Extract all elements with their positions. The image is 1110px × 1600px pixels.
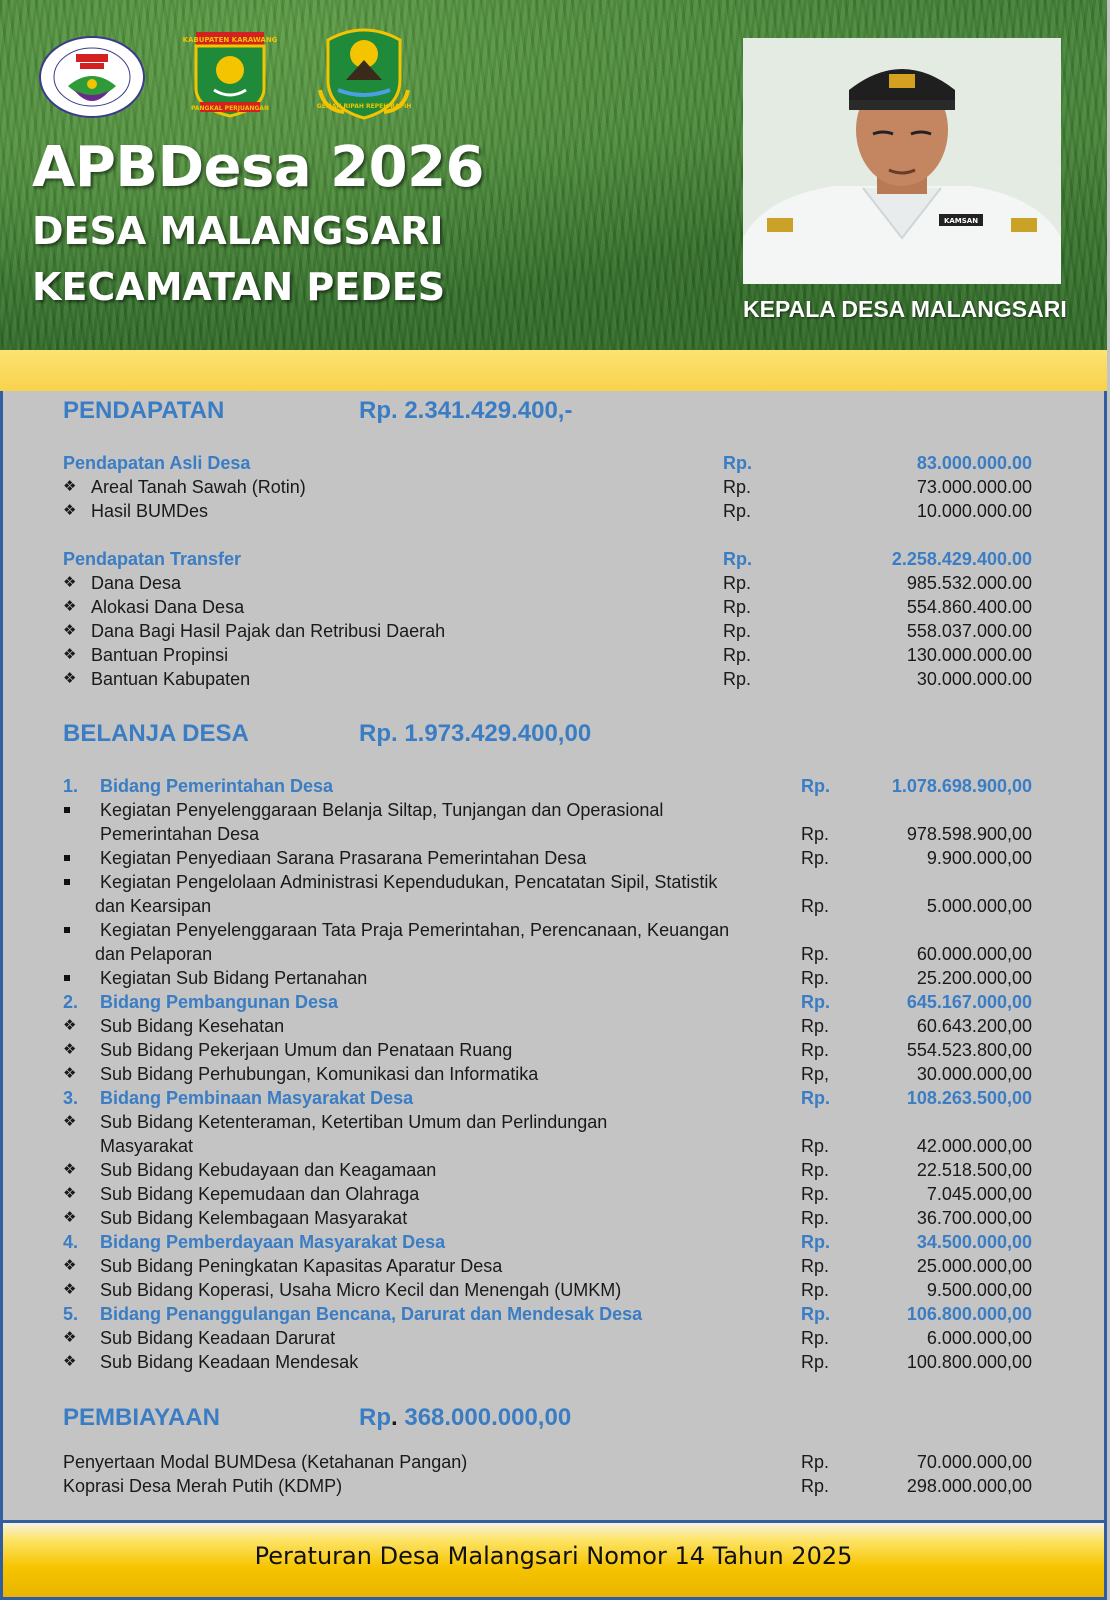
subbidang-amount: 7.045.000,00 <box>926 1184 1032 1204</box>
subbidang-row <box>3 1277 1110 1303</box>
income-row <box>3 474 1110 500</box>
subbidang-label: Sub Bidang Koperasi, Usaha Micro Kecil dan Menengah (UMKM) <box>100 1280 622 1300</box>
subbidang-label: Sub Bidang Perhubungan, Komunikasi dan Informatika <box>100 1064 539 1084</box>
currency-label: Rp. <box>801 1352 830 1372</box>
village-head-photo <box>743 38 1061 284</box>
diamond-bullet-icon: ❖ <box>63 646 77 663</box>
subbidang-row <box>3 1349 1110 1375</box>
logo-2-motto: PANGKAL PERJUANGAN <box>191 105 269 112</box>
subbidang-amount: 22.518.500,00 <box>916 1160 1032 1180</box>
subbidang-amount: 554.523.800,00 <box>906 1040 1032 1060</box>
diamond-bullet-icon: ❖ <box>63 478 77 495</box>
pembiayaan-total-prefix: Rp <box>359 1404 391 1431</box>
subbidang-row <box>3 1061 1110 1087</box>
income-amount: 554.860.400.00 <box>906 597 1032 617</box>
subbidang-row <box>3 1181 1110 1207</box>
pendapatan-heading: PENDAPATAN <box>63 397 225 424</box>
income-row <box>3 618 1110 644</box>
diamond-bullet-icon: ❖ <box>63 1209 77 1226</box>
diamond-bullet-icon: ❖ <box>63 670 77 687</box>
diamond-bullet-icon: ❖ <box>63 622 77 639</box>
activity-label: Kegiatan Sub Bidang Pertanahan <box>100 968 368 988</box>
currency-label: Rp. <box>723 477 752 497</box>
bidang-title: Bidang Penanggulangan Bencana, Darurat dan Mendesak Desa <box>100 1304 643 1324</box>
subbidang-label: Sub Bidang Keadaan Darurat <box>100 1328 336 1348</box>
belanja-heading: BELANJA DESA <box>63 720 249 747</box>
bidang-row <box>3 1301 1110 1327</box>
bidang-title: Bidang Pemberdayaan Masyarakat Desa <box>100 1232 446 1252</box>
diamond-bullet-icon: ❖ <box>63 1161 77 1178</box>
pembiayaan-heading: PEMBIAYAAN <box>63 1404 220 1431</box>
income-row <box>3 498 1110 524</box>
currency-label: Rp. <box>723 573 752 593</box>
subbidang-label-cont: Masyarakat <box>100 1136 194 1156</box>
belanja-total: Rp. 1.973.429.400,00 <box>359 720 592 747</box>
income-amount: 558.037.000.00 <box>906 621 1032 641</box>
name-tag: KAMSAN <box>943 217 979 225</box>
pembiayaan-total <box>359 1403 571 1433</box>
karawang-shield-logo <box>182 30 278 120</box>
pendapatan-total: Rp. 2.341.429.400,- <box>359 397 573 424</box>
financing-row <box>3 1473 1110 1499</box>
subbidang-row <box>3 1205 1110 1231</box>
currency-label: Rp. <box>801 1184 830 1204</box>
currency-label: Rp. <box>801 1328 830 1348</box>
subbidang-row <box>3 1013 1110 1039</box>
subbidang-label: Sub Bidang Peningkatan Kapasitas Aparatur Desa <box>100 1256 503 1276</box>
activity-label-cont: dan Pelaporan <box>95 944 213 964</box>
currency-label: Rp. <box>801 1040 830 1060</box>
bidang-amount: 34.500.000,00 <box>916 1232 1032 1252</box>
square-bullet-icon <box>64 975 70 981</box>
currency-label: Rp. <box>801 1304 830 1324</box>
subbidang-amount: 60.643.200,00 <box>916 1016 1032 1036</box>
subbidang-label: Sub Bidang Ketenteraman, Ketertiban Umum dan Perlindungan <box>100 1112 608 1132</box>
pembiayaan-total-dot: . <box>391 1404 398 1431</box>
currency-label: Rp. <box>801 944 830 964</box>
subbidang-amount: 100.800.000,00 <box>906 1352 1032 1372</box>
group-amount: 83.000.000.00 <box>916 453 1032 473</box>
diamond-bullet-icon: ❖ <box>63 574 77 591</box>
activity-amount: 5.000.000,00 <box>926 896 1032 916</box>
activity-amount: 60.000.000,00 <box>916 944 1032 964</box>
activity-label: Kegiatan Penyediaan Sarana Prasarana Pemerintahan Desa <box>100 848 587 868</box>
currency-label: Rp. <box>723 453 752 473</box>
currency-label: Rp. <box>723 645 752 665</box>
bidang-number: 1. <box>63 776 79 796</box>
currency-label: Rp. <box>723 549 752 569</box>
currency-label: Rp. <box>801 1280 830 1300</box>
activity-amount: 978.598.900,00 <box>906 824 1032 844</box>
income-label: Bantuan Kabupaten <box>91 669 251 689</box>
bidang-amount: 108.263.500,00 <box>906 1088 1032 1108</box>
subbidang-amount: 42.000.000,00 <box>916 1136 1032 1156</box>
group-row <box>3 450 1110 476</box>
bidang-number: 3. <box>63 1088 79 1108</box>
currency-label: Rp. <box>723 597 752 617</box>
currency-label: Rp. <box>801 1208 830 1228</box>
diamond-bullet-icon: ❖ <box>63 1329 77 1346</box>
subbidang-label: Sub Bidang Kebudayaan dan Keagamaan <box>100 1160 437 1180</box>
subbidang-label: Sub Bidang Kepemudaan dan Olahraga <box>100 1184 420 1204</box>
subbidang-row <box>3 1109 1110 1135</box>
group-title: Pendapatan Asli Desa <box>63 453 251 473</box>
bidang-title: Bidang Pembinaan Masyarakat Desa <box>100 1088 414 1108</box>
village-name: DESA MALANGSARI <box>32 209 444 253</box>
activity-row <box>3 797 1110 823</box>
subbidang-amount: 36.700.000,00 <box>916 1208 1032 1228</box>
income-amount: 985.532.000.00 <box>906 573 1032 593</box>
subbidang-row <box>3 1133 1110 1159</box>
income-row <box>3 642 1110 668</box>
currency-label: Rp. <box>801 1160 830 1180</box>
income-label: Dana Bagi Hasil Pajak dan Retribusi Daerah <box>91 621 446 641</box>
income-label: Dana Desa <box>91 573 182 593</box>
income-label: Bantuan Propinsi <box>91 645 229 665</box>
group-amount: 2.258.429.400.00 <box>891 549 1032 569</box>
income-label: Hasil BUMDes <box>91 501 209 521</box>
income-label: Areal Tanah Sawah (Rotin) <box>91 477 306 497</box>
currency-label: Rp. <box>801 896 830 916</box>
diamond-bullet-icon: ❖ <box>63 1041 77 1058</box>
diamond-bullet-icon: ❖ <box>63 1017 77 1034</box>
square-bullet-icon <box>64 927 70 933</box>
diamond-bullet-icon: ❖ <box>63 1257 77 1274</box>
square-bullet-icon <box>64 855 70 861</box>
income-amount: 73.000.000.00 <box>916 477 1032 497</box>
page-title: APBDesa 2026 <box>32 135 485 200</box>
square-bullet-icon <box>64 807 70 813</box>
subbidang-row <box>3 1325 1110 1351</box>
activity-label-cont: Pemerintahan Desa <box>100 824 260 844</box>
bidang-row <box>3 773 1110 799</box>
logo-3-motto: GEMAH RIPAH REPEH RAPIH <box>316 103 412 110</box>
subbidang-amount: 6.000.000,00 <box>926 1328 1032 1348</box>
budget-body <box>0 391 1107 1520</box>
currency-label: Rp. <box>723 669 752 689</box>
activity-amount: 25.200.000,00 <box>916 968 1032 988</box>
currency-label: Rp. <box>801 1452 830 1472</box>
activity-row <box>3 965 1110 991</box>
bidang-row <box>3 1229 1110 1255</box>
ministry-emblem-logo <box>38 36 146 118</box>
bidang-number: 4. <box>63 1232 79 1252</box>
subbidang-label: Sub Bidang Kelembagaan Masyarakat <box>100 1208 408 1228</box>
diamond-bullet-icon: ❖ <box>63 598 77 615</box>
activity-label: Kegiatan Penyelenggaraan Tata Praja Pemerintahan, Perencanaan, Keuangan <box>100 920 730 940</box>
header-banner <box>0 0 1107 350</box>
bidang-amount: 645.167.000,00 <box>906 992 1032 1012</box>
currency-label: Rp. <box>723 501 752 521</box>
group-title: Pendapatan Transfer <box>63 549 242 569</box>
income-amount: 10.000.000.00 <box>916 501 1032 521</box>
currency-label: Rp. <box>801 776 830 796</box>
activity-label-cont: dan Kearsipan <box>95 896 212 916</box>
diamond-bullet-icon: ❖ <box>63 1185 77 1202</box>
income-row <box>3 570 1110 596</box>
financing-row <box>3 1449 1110 1475</box>
bidang-number: 5. <box>63 1304 79 1324</box>
currency-label: Rp. <box>801 1016 830 1036</box>
activity-amount: 9.900.000,00 <box>926 848 1032 868</box>
financing-amount: 298.000.000,00 <box>906 1476 1032 1496</box>
currency-label: Rp. <box>801 824 830 844</box>
income-row <box>3 666 1110 692</box>
currency-label: Rp. <box>801 1476 830 1496</box>
income-label: Alokasi Dana Desa <box>91 597 245 617</box>
activity-row <box>3 845 1110 871</box>
yellow-divider-band <box>0 350 1107 391</box>
activity-row <box>3 869 1110 895</box>
bidang-row <box>3 1085 1110 1111</box>
currency-label: Rp. <box>801 1136 830 1156</box>
currency-label: Rp. <box>801 848 830 868</box>
footer-banner <box>0 1520 1107 1600</box>
income-amount: 30.000.000.00 <box>916 669 1032 689</box>
diamond-bullet-icon: ❖ <box>63 502 77 519</box>
subbidang-amount: 9.500.000,00 <box>926 1280 1032 1300</box>
jawa-barat-emblem-logo <box>318 20 410 120</box>
subbidang-amount: 30.000.000,00 <box>916 1064 1032 1084</box>
financing-label: Koprasi Desa Merah Putih (KDMP) <box>63 1476 343 1496</box>
income-row <box>3 594 1110 620</box>
activity-row <box>3 893 1110 919</box>
title-block <box>32 136 484 312</box>
currency-label: Rp. <box>801 1232 830 1252</box>
currency-label: Rp. <box>801 1088 830 1108</box>
bidang-row <box>3 989 1110 1015</box>
financing-label: Penyertaan Modal BUMDesa (Ketahanan Pangan) <box>63 1452 468 1472</box>
financing-amount: 70.000.000,00 <box>916 1452 1032 1472</box>
subbidang-row <box>3 1253 1110 1279</box>
regulation-reference: Peraturan Desa Malangsari Nomor 14 Tahun 2025 <box>254 1542 853 1570</box>
group-row <box>3 546 1110 572</box>
currency-label: Rp, <box>801 1064 830 1084</box>
subbidang-amount: 25.000.000,00 <box>916 1256 1032 1276</box>
currency-label: Rp. <box>801 1256 830 1276</box>
logo-2-title: KABUPATEN KARAWANG <box>182 36 278 44</box>
diamond-bullet-icon: ❖ <box>63 1065 77 1082</box>
activity-label: Kegiatan Penyelenggaraan Belanja Siltap, Tunjangan dan Operasional <box>100 800 664 820</box>
bidang-amount: 106.800.000,00 <box>906 1304 1032 1324</box>
bidang-number: 2. <box>63 992 79 1012</box>
square-bullet-icon <box>64 879 70 885</box>
bidang-title: Bidang Pemerintahan Desa <box>100 776 334 796</box>
diamond-bullet-icon: ❖ <box>63 1113 77 1130</box>
village-head-caption: KEPALA DESA MALANGSARI <box>743 296 1067 322</box>
bidang-amount: 1.078.698.900,00 <box>891 776 1032 796</box>
subbidang-label: Sub Bidang Kesehatan <box>100 1016 285 1036</box>
activity-row <box>3 821 1110 847</box>
diamond-bullet-icon: ❖ <box>63 1281 77 1298</box>
currency-label: Rp. <box>723 621 752 641</box>
subbidang-label: Sub Bidang Pekerjaan Umum dan Penataan Ruang <box>100 1040 513 1060</box>
currency-label: Rp. <box>801 968 830 988</box>
activity-row <box>3 941 1110 967</box>
diamond-bullet-icon: ❖ <box>63 1353 77 1370</box>
bidang-title: Bidang Pembangunan Desa <box>100 992 339 1012</box>
subbidang-label: Sub Bidang Keadaan Mendesak <box>100 1352 359 1372</box>
currency-label: Rp. <box>801 992 830 1012</box>
subbidang-row <box>3 1157 1110 1183</box>
subbidang-row <box>3 1037 1110 1063</box>
pembiayaan-total-value: 368.000.000,00 <box>397 1404 572 1431</box>
district-name: KECAMATAN PEDES <box>32 265 446 309</box>
activity-row <box>3 917 1110 943</box>
income-amount: 130.000.000.00 <box>906 645 1032 665</box>
activity-label: Kegiatan Pengelolaan Administrasi Kependudukan, Pencatatan Sipil, Statistik <box>100 872 718 892</box>
